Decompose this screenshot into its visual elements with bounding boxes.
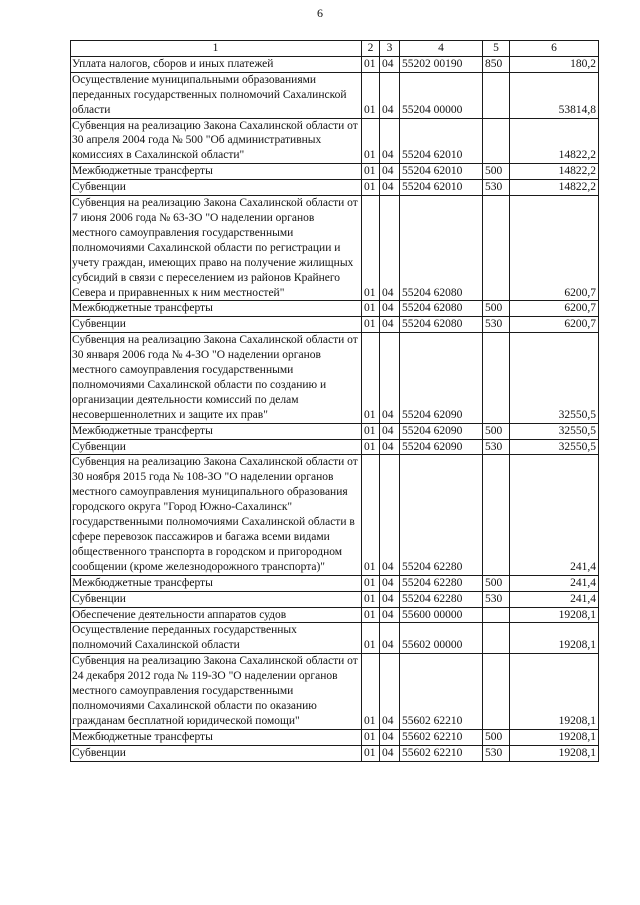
- row-subsection: 04: [380, 745, 400, 761]
- table-row: [71, 575, 599, 591]
- row-expense-type: [483, 118, 510, 164]
- row-amount: 14822,2: [510, 118, 599, 164]
- row-target-code: 55204 62080: [400, 317, 483, 333]
- table-row: [71, 623, 599, 654]
- row-section: 01: [362, 439, 380, 455]
- row-expense-type: [483, 196, 510, 301]
- row-name: Межбюджетные трансферты: [71, 729, 362, 745]
- row-amount: 241,4: [510, 575, 599, 591]
- row-expense-type: [483, 607, 510, 623]
- row-section: 01: [362, 118, 380, 164]
- row-target-code: 55204 62010: [400, 118, 483, 164]
- row-expense-type: 530: [483, 317, 510, 333]
- header-col-5: 5: [483, 41, 510, 57]
- budget-table: [70, 40, 599, 762]
- row-expense-type: [483, 623, 510, 654]
- row-subsection: 04: [380, 729, 400, 745]
- row-expense-type: 500: [483, 301, 510, 317]
- row-subsection: 04: [380, 455, 400, 575]
- table-row: [71, 333, 599, 423]
- table-row: [71, 72, 599, 118]
- row-expense-type: 500: [483, 575, 510, 591]
- row-amount: 32550,5: [510, 439, 599, 455]
- row-subsection: 04: [380, 607, 400, 623]
- row-amount: 32550,5: [510, 423, 599, 439]
- row-subsection: 04: [380, 333, 400, 423]
- row-target-code: 55602 62210: [400, 745, 483, 761]
- row-amount: 19208,1: [510, 729, 599, 745]
- table-header: [71, 41, 599, 57]
- header-col-4: 4: [400, 41, 483, 57]
- row-expense-type: 500: [483, 164, 510, 180]
- row-target-code: 55204 62010: [400, 164, 483, 180]
- row-expense-type: 530: [483, 591, 510, 607]
- row-name: Субвенция на реализацию Закона Сахалинской области от 30 ноября 2015 года № 108-ЗО "О наделении органов местного самоуправления муниципального образования городского округа "Город Южно-Сахалинск" государственными полномочиями Сахалинской области в сфере перевозок пассажиров и багажа всеми видами общественного транспорта в городском и пригородном сообщении (кроме железнодорожного транспорта)": [71, 455, 362, 575]
- row-expense-type: [483, 455, 510, 575]
- row-name: Субвенция на реализацию Закона Сахалинской области от 30 апреля 2004 года № 500 "Об административных комиссиях в Сахалинской области": [71, 118, 362, 164]
- row-name: Субвенции: [71, 180, 362, 196]
- row-subsection: 04: [380, 118, 400, 164]
- row-target-code: 55204 62090: [400, 423, 483, 439]
- table-row: [71, 729, 599, 745]
- row-section: 01: [362, 333, 380, 423]
- row-amount: 6200,7: [510, 196, 599, 301]
- row-name: Межбюджетные трансферты: [71, 301, 362, 317]
- row-target-code: 55602 62210: [400, 729, 483, 745]
- row-expense-type: 500: [483, 423, 510, 439]
- row-expense-type: 850: [483, 56, 510, 72]
- row-section: 01: [362, 301, 380, 317]
- row-section: 01: [362, 180, 380, 196]
- row-amount: 6200,7: [510, 317, 599, 333]
- row-expense-type: [483, 333, 510, 423]
- table-row: [71, 196, 599, 301]
- row-subsection: 04: [380, 423, 400, 439]
- row-name: Субвенции: [71, 439, 362, 455]
- table-row: [71, 164, 599, 180]
- row-amount: 19208,1: [510, 654, 599, 730]
- table-row: [71, 654, 599, 730]
- table-row: [71, 607, 599, 623]
- page-number: 6: [317, 6, 323, 20]
- row-subsection: 04: [380, 317, 400, 333]
- row-subsection: 04: [380, 439, 400, 455]
- row-target-code: 55204 62080: [400, 196, 483, 301]
- table-row: [71, 439, 599, 455]
- row-name: Обеспечение деятельности аппаратов судов: [71, 607, 362, 623]
- row-section: 01: [362, 623, 380, 654]
- row-amount: 53814,8: [510, 72, 599, 118]
- table-row: [71, 745, 599, 761]
- header-col-1: 1: [71, 41, 362, 57]
- row-name: Осуществление муниципальными образованиями переданных государственных полномочий Сахалинской области: [71, 72, 362, 118]
- row-target-code: 55204 62280: [400, 575, 483, 591]
- row-expense-type: [483, 72, 510, 118]
- row-target-code: 55204 62010: [400, 180, 483, 196]
- row-section: 01: [362, 164, 380, 180]
- row-expense-type: 500: [483, 729, 510, 745]
- row-target-code: 55204 62280: [400, 455, 483, 575]
- row-section: 01: [362, 729, 380, 745]
- row-expense-type: [483, 654, 510, 730]
- row-section: 01: [362, 654, 380, 730]
- table-row: [71, 423, 599, 439]
- row-name: Межбюджетные трансферты: [71, 164, 362, 180]
- row-amount: 19208,1: [510, 623, 599, 654]
- row-subsection: 04: [380, 591, 400, 607]
- row-name: Межбюджетные трансферты: [71, 575, 362, 591]
- row-expense-type: 530: [483, 439, 510, 455]
- row-name: Субвенция на реализацию Закона Сахалинской области от 30 января 2006 года № 4-ЗО "О наделении органов местного самоуправления государственными полномочиями Сахалинской области по созданию и организации деятельности комиссий по делам несовершеннолетних и защите их прав": [71, 333, 362, 423]
- row-subsection: 04: [380, 623, 400, 654]
- header-col-3: 3: [380, 41, 400, 57]
- row-target-code: 55204 62280: [400, 591, 483, 607]
- table-row: [71, 455, 599, 575]
- row-target-code: 55204 62090: [400, 439, 483, 455]
- row-subsection: 04: [380, 164, 400, 180]
- row-name: Субвенции: [71, 591, 362, 607]
- row-target-code: 55602 62210: [400, 654, 483, 730]
- row-target-code: 55204 62090: [400, 333, 483, 423]
- row-amount: 19208,1: [510, 745, 599, 761]
- row-name: Субвенция на реализацию Закона Сахалинской области от 7 июня 2006 года № 63-ЗО "О наделении органов местного самоуправления государственными полномочиями Сахалинской области по регистрации и учету граждан, имеющих право на получение жилищных субсидий в связи с переселением из районов Крайнего Севера и приравненных к ним местностей": [71, 196, 362, 301]
- table-row: [71, 180, 599, 196]
- row-amount: 14822,2: [510, 164, 599, 180]
- row-name: Субвенции: [71, 745, 362, 761]
- row-name: Уплата налогов, сборов и иных платежей: [71, 56, 362, 72]
- row-subsection: 04: [380, 180, 400, 196]
- table-row: [71, 56, 599, 72]
- row-subsection: 04: [380, 654, 400, 730]
- row-subsection: 04: [380, 301, 400, 317]
- row-section: 01: [362, 591, 380, 607]
- row-amount: 241,4: [510, 455, 599, 575]
- row-target-code: 55204 00000: [400, 72, 483, 118]
- row-section: 01: [362, 575, 380, 591]
- row-section: 01: [362, 72, 380, 118]
- row-section: 01: [362, 423, 380, 439]
- row-amount: 241,4: [510, 591, 599, 607]
- row-section: 01: [362, 455, 380, 575]
- table-row: [71, 591, 599, 607]
- table-row: [71, 301, 599, 317]
- row-expense-type: 530: [483, 180, 510, 196]
- row-target-code: 55202 00190: [400, 56, 483, 72]
- row-subsection: 04: [380, 196, 400, 301]
- table-row: [71, 118, 599, 164]
- row-section: 01: [362, 745, 380, 761]
- row-amount: 32550,5: [510, 333, 599, 423]
- table-row: [71, 317, 599, 333]
- row-expense-type: 530: [483, 745, 510, 761]
- header-col-6: 6: [510, 41, 599, 57]
- row-target-code: 55204 62080: [400, 301, 483, 317]
- row-section: 01: [362, 317, 380, 333]
- row-name: Осуществление переданных государственных полномочий Сахалинской области: [71, 623, 362, 654]
- row-target-code: 55600 00000: [400, 607, 483, 623]
- row-name: Субвенция на реализацию Закона Сахалинской области от 24 декабря 2012 года № 119-ЗО "О наделении органов местного самоуправления государственными полномочиями Сахалинской области по оказанию гражданам бесплатной юридической помощи": [71, 654, 362, 730]
- row-amount: 14822,2: [510, 180, 599, 196]
- row-section: 01: [362, 56, 380, 72]
- row-name: Субвенции: [71, 317, 362, 333]
- row-section: 01: [362, 607, 380, 623]
- row-amount: 6200,7: [510, 301, 599, 317]
- row-target-code: 55602 00000: [400, 623, 483, 654]
- header-col-2: 2: [362, 41, 380, 57]
- row-name: Межбюджетные трансферты: [71, 423, 362, 439]
- row-section: 01: [362, 196, 380, 301]
- row-amount: 19208,1: [510, 607, 599, 623]
- row-subsection: 04: [380, 72, 400, 118]
- row-subsection: 04: [380, 575, 400, 591]
- row-amount: 180,2: [510, 56, 599, 72]
- row-subsection: 04: [380, 56, 400, 72]
